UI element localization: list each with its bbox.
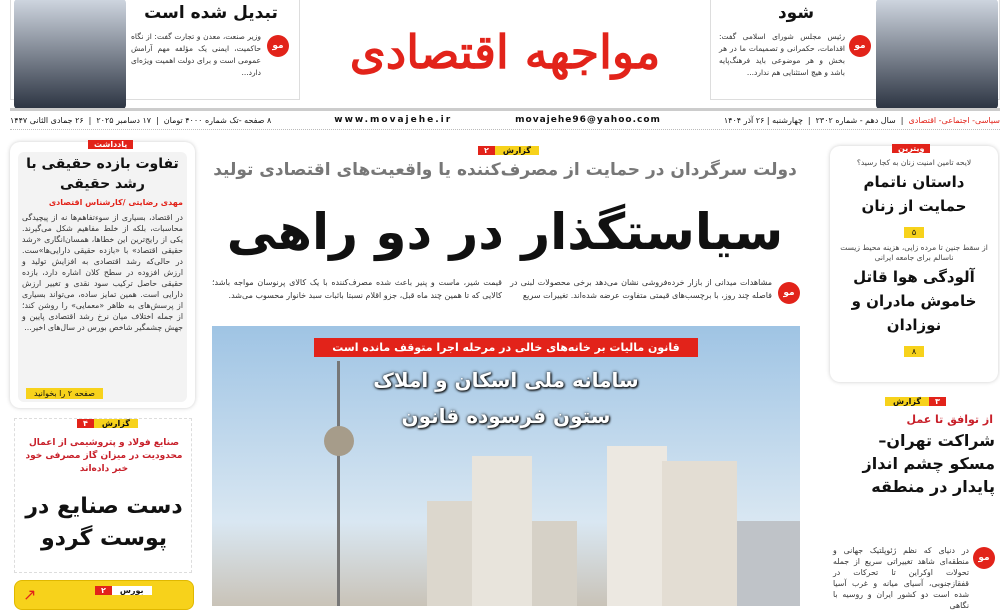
top-right-story[interactable] — [710, 0, 1000, 100]
top-left-text: وزیر صنعت، معدن و تجارت گفت: از نگاه حاکمیت، ایمنی یک مؤلفه مهم آرامش عمومی است و برای دولت اهمیت ویژه‌ای دارد... — [131, 32, 261, 77]
price: ۸ صفحه -تک شماره ۴۰۰۰ تومان — [163, 115, 272, 125]
info-bar: ۸ صفحه -تک شماره ۴۰۰۰ تومان | ۱۷ دسامبر ۲۰۲۵ | ۲۶ جمادی الثانی ۱۴۴۷ www.movajehe.ir movajehe96@yahoo.com سیاسی- اجتماعی- اقتصادی | سال دهم - شماره ۲۳۰۲ | چهارشنبه | ۲۶ آذر ۱۴۰۴ — [10, 108, 1000, 130]
note-column[interactable] — [10, 142, 195, 408]
main-text-left: قیمت شیر، ماست و پنیر باعث شده مصرف‌کننده با یک کالای پرنوسان مواجه باشد؛ کالایی که تا همین چند ماه قبل، جزو اقلام نسبتا باثبات سبد خانوار محسوب می‌شد. — [212, 278, 502, 300]
movajehe-icon: مو — [973, 547, 995, 569]
note-author: مهدی رضایتی /کارشناس اقتصادی — [48, 198, 183, 207]
main-headline: سیاستگذار در دو راهی — [226, 203, 784, 261]
note-more-link[interactable]: صفحه ۲ را بخوانید — [26, 388, 103, 399]
russia-text: در دنیای که نظم ژئوپلتیک جهانی و منطقه‌ای شاهد تغییراتی سریع از جمله تحولات اوکراین تا تحرکات در قفقازجنوبی، آسیای میانه و غرب آسیا شده است دو کشور ایران و روسیه با نگاهی — [833, 546, 969, 610]
email-link[interactable]: movajehe96@yahoo.com — [515, 115, 661, 125]
issue-date: چهارشنبه | ۲۶ آذر ۱۴۰۴ — [723, 115, 803, 125]
top-left-headline: تبدیل شده است — [144, 3, 278, 23]
top-right-headline: شود — [777, 3, 815, 23]
movajehe-icon: مو — [778, 282, 800, 304]
gregorian-date: ۱۷ دسامبر ۲۰۲۵ — [96, 115, 152, 125]
photo-headline-1: سامانه ملی اسکان و املاک — [373, 368, 639, 392]
showcase-tag: ویترین — [892, 142, 930, 155]
tehran-moscow-story[interactable] — [830, 395, 1000, 610]
page-ref[interactable]: ۸ — [904, 346, 924, 357]
bourse-tag: بورس ۲ — [95, 584, 152, 597]
industry-headline: دست صنایع در پوست گردو — [25, 494, 183, 551]
speaker-photo — [876, 0, 998, 109]
note-tag: یادداشت — [88, 138, 133, 151]
note-headline: تفاوت بازده حقیقی با رشد حقیقی — [26, 156, 179, 192]
website-link[interactable]: www.movajehe.ir — [334, 115, 453, 125]
showcase-kicker: از سقط جنین تا مرده زایی، هزینه محیط زیست ناسالم برای جامعه ایرانی — [840, 243, 988, 262]
hijri-date: ۲۶ جمادی الثانی ۱۴۴۷ — [10, 115, 84, 125]
industry-kicker: صنایع فولاد و پتروشیمی از اعمال محدودیت در میزان گاز مصرفی خود خبر داده‌اند — [25, 438, 183, 474]
industry-story[interactable] — [14, 418, 192, 573]
movajehe-icon: مو — [849, 35, 871, 57]
issue-number: سال دهم - شماره ۲۳۰۲ — [815, 115, 896, 125]
page-ref[interactable]: ۵ — [904, 227, 924, 238]
photo-headline-2: ستون فرسوده قانون — [401, 404, 611, 428]
top-left-story[interactable] — [10, 0, 300, 100]
category: سیاسی- اجتماعی- اقتصادی — [908, 115, 1000, 125]
masthead-logo: مواجهه اقتصادی — [349, 25, 661, 79]
russia-headline: شراکت تهران–مسکو چشم انداز پایدار در منطقه — [862, 431, 995, 496]
main-kicker: دولت سرگردان در حمایت از مصرف‌کننده یا واقعیت‌های اقتصادی تولید — [213, 160, 797, 180]
industry-tag: گزارش ۴ — [77, 417, 138, 430]
russia-tag: ۳ گزارش — [885, 395, 946, 408]
minister-photo — [14, 0, 126, 109]
photo-story[interactable] — [212, 326, 800, 606]
top-right-text: رئیس مجلس شورای اسلامی گفت: اقدامات، حکمرانی و تصمیمات ما در هر بخش و هر موضوعی باید فرهنگ‌پایه باشد و هیچ استثنایی هم ندارد... — [719, 32, 845, 77]
rising-chart-icon: ↗ — [23, 585, 37, 604]
main-tag: گزارش ۲ — [478, 144, 539, 157]
bourse-box[interactable] — [14, 580, 194, 610]
showcase-column — [830, 146, 998, 382]
showcase-item[interactable] — [830, 158, 998, 239]
note-text: در اقتصاد، بسیاری از سوءتفاهم‌ها نه از پیچیدگی محاسبات، بلکه از خلط مفاهیم شکل می‌گیرند. یکی از رایج‌ترین این خطاها، همسان‌انگاری «رشد حقیقی اقتصاد» با «بازده حقیقی دارایی‌ها»ست. در حالی‌که رشد اقتصادی به افزایش تولید و ارزش افزوده در سطح کلان اشاره دارد، بازده حقیقی حاصل ترکیب سود نقدی و تغییر ارزش دارایی است. همین تمایز ساده، می‌تواند بسیاری از پرسش‌های به ظاهر «معمایی» را روشن کند؛ از جمله اختلاف میان نرخ رشد اقتصادی پایین و جهش چشمگیر شاخص بورس در سال‌های اخیر... — [22, 213, 183, 332]
photo-banner: قانون مالیات بر خانه‌های خالی در مرحله اجرا متوقف مانده است — [314, 338, 698, 357]
russia-kicker: از توافق تا عمل — [906, 413, 993, 426]
showcase-headline: داستان ناتمام حمایت از زنان — [861, 173, 967, 215]
main-text-right: مشاهدات میدانی از بازار خرده‌فروشی نشان می‌دهد برخی محصولات لبنی در فاصله چند روز، با برچسب‌های قیمتی متفاوت عرضه شده‌اند. تغییرات سریع — [510, 278, 772, 300]
showcase-item[interactable] — [830, 243, 998, 358]
showcase-headline: آلودگی هوا قاتل خاموش مادران و نوزادان — [851, 268, 977, 334]
showcase-kicker: لایحه تامین امنیت زنان به کجا رسید؟ — [856, 158, 972, 167]
movajehe-icon: مو — [267, 35, 289, 57]
